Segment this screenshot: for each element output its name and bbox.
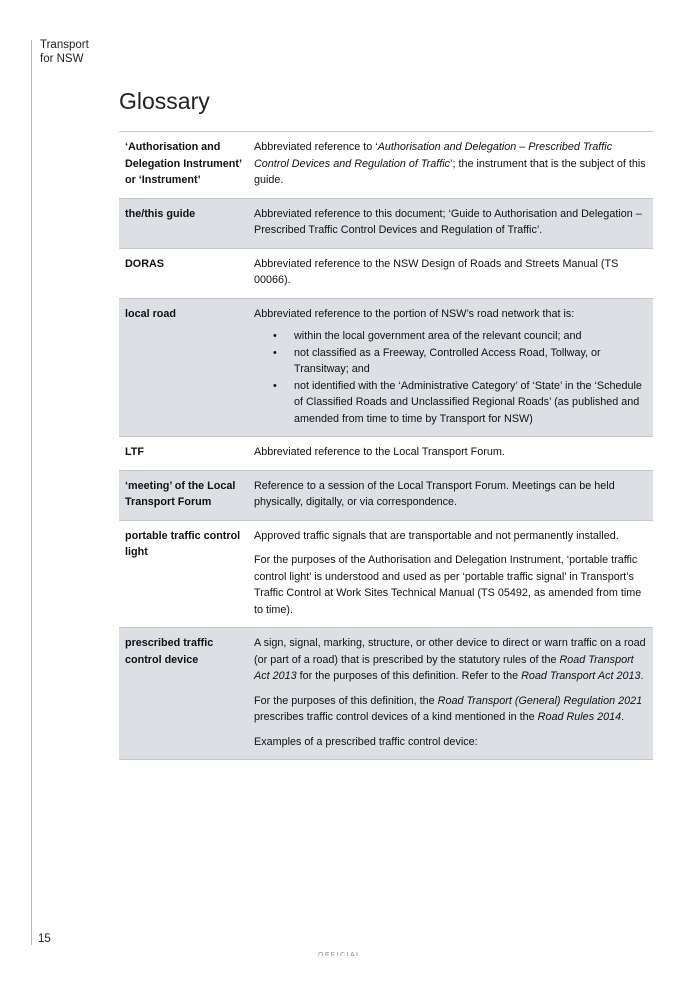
glossary-definition: Abbreviated reference to this document; ‘Guide to Authorisation and Delegation – Prescribed Traffic Control Devices and Regulation of Traffic’. (248, 198, 653, 248)
bullet-list (254, 328, 647, 427)
glossary-term: local road (119, 298, 248, 437)
glossary-definition: Approved traffic signals that are transportable and not permanently installed. For the purposes of the Authorisation and Delegation Instrument, ‘portable traffic control light’ is understood and used as per ‘portable traffic signal’ in Transport’s Traffic Control at Work Sites Technical Manual (TS 05492, as amended from time to time). (248, 520, 653, 628)
list-item: • not identified with the ‘Administrative Category’ of ‘State’ in the ‘Schedule of Classified Roads and Unclassified Regional Roads’ (as published and amended from time to time by Transport for NSW) (254, 378, 647, 428)
glossary-definition: Abbreviated reference to the portion of NSW’s road network that is: • within the local government area of the relevant council; and • not classified as a Freeway, Controlled Access Road, Tollway, or Transitway; and • not identified with the ‘Administrative Category’ of ‘State’ in the ‘Schedule of Classified Roads and Unclassified Regional Roads’ (as published and amended from time to time by Transport for NSW) (248, 298, 653, 437)
glossary-row-meeting (119, 470, 653, 520)
glossary-row-ltf (119, 437, 653, 471)
glossary-definition: Abbreviated reference to the Local Transport Forum. (248, 437, 653, 471)
classification-label: OFFICIAL (318, 952, 362, 956)
glossary-term: ‘meeting’ of the Local Transport Forum (119, 470, 248, 520)
glossary-term: the/this guide (119, 198, 248, 248)
page-number: 15 (38, 933, 51, 945)
brand-line-1: Transport (40, 39, 89, 51)
glossary-term: prescribed traffic control device (119, 628, 248, 760)
glossary-row-prescribed (119, 628, 653, 760)
list-item: • not classified as a Freeway, Controlled Access Road, Tollway, or Transitway; and (254, 345, 647, 378)
margin-rule (31, 40, 32, 945)
glossary-row-portable (119, 520, 653, 628)
page-title: Glossary (119, 88, 210, 114)
list-item: • within the local government area of the relevant council; and (254, 328, 647, 345)
glossary-definition: Reference to a session of the Local Transport Forum. Meetings can be held physically, digitally, or via correspondence. (248, 470, 653, 520)
glossary-definition: Abbreviated reference to the NSW Design of Roads and Streets Manual (TS 00066). (248, 248, 653, 298)
glossary-term: LTF (119, 437, 248, 471)
glossary-term: ‘Authorisation and Delegation Instrument’ or ‘Instrument’ (119, 132, 248, 199)
glossary-term: DORAS (119, 248, 248, 298)
glossary-row-guide (119, 198, 653, 248)
glossary-definition: A sign, signal, marking, structure, or other device to direct or warn traffic on a road (or part of a road) that is prescribed by the statutory rules of the Road Transport Act 2013 for the purposes of this definition. Refer to the Road Transport Act 2013. For the purposes of this definition, the Road Transport (General) Regulation 2021 prescribes traffic control devices of a kind mentioned in the Road Rules 2014. Examples of a prescribed traffic control device: (248, 628, 653, 760)
glossary-table (119, 131, 653, 760)
brand-line-2: for NSW (40, 53, 84, 65)
brand-logo (40, 38, 89, 66)
glossary-term: portable traffic control light (119, 520, 248, 628)
glossary-row-local-road (119, 298, 653, 437)
glossary-row-authorisation (119, 132, 653, 199)
glossary-row-doras (119, 248, 653, 298)
glossary-definition: Abbreviated reference to ‘Authorisation and Delegation – Prescribed Traffic Control Devices and Regulation of Traffic’; the instrument that is the subject of this guide. (248, 132, 653, 199)
